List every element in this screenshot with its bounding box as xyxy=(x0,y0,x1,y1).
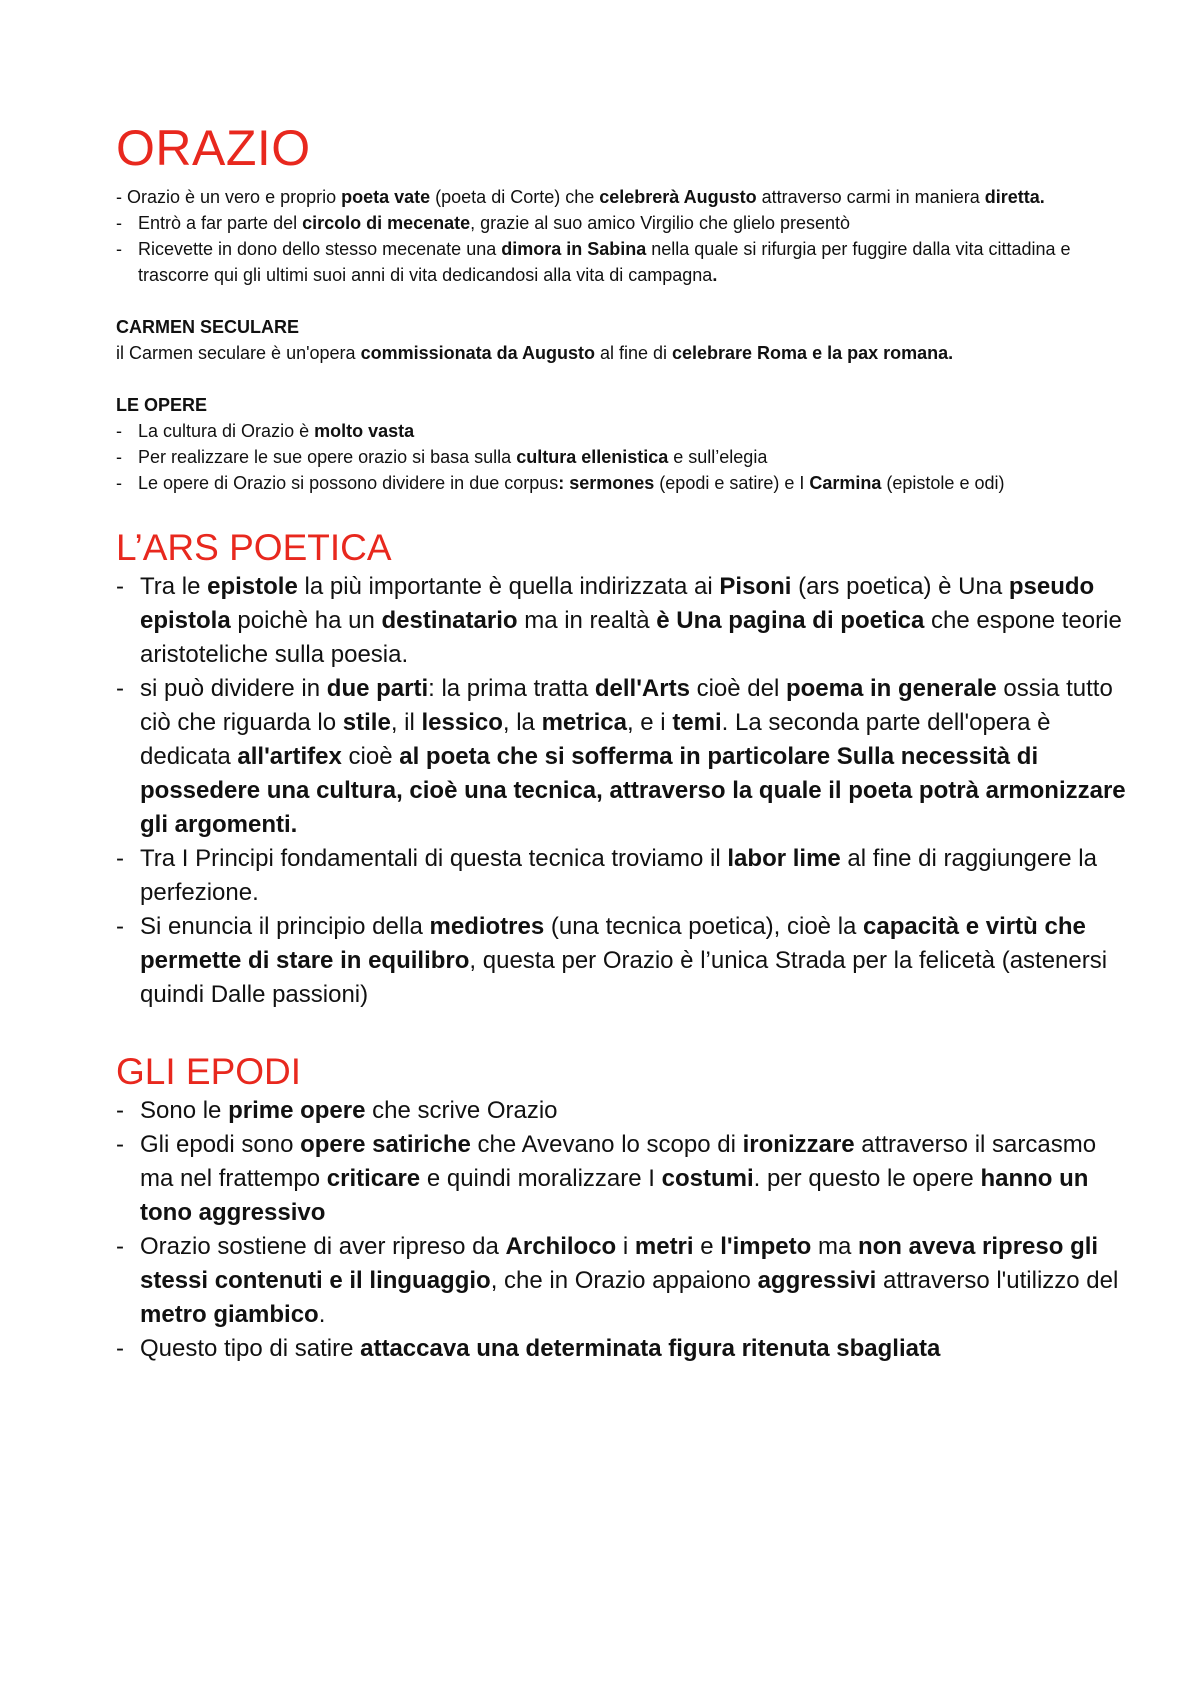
bold-text: dimora in Sabina xyxy=(501,239,647,259)
text-run: : la prima tratta xyxy=(428,675,595,702)
bold-text: aggressivi xyxy=(757,1267,877,1294)
bold-text: circolo di mecenate xyxy=(302,213,471,233)
text-run: La cultura di Orazio è xyxy=(138,421,315,441)
bold-text: metro giambico xyxy=(140,1301,319,1328)
bold-text: due parti xyxy=(326,675,429,702)
text-run: ma xyxy=(811,1233,858,1260)
bold-text: al poeta che si sofferma in particolare Sulla necessità di possedere una cultura, cioè una tecnica, attraverso la quale il poeta potrà armonizzare gli argomenti. xyxy=(140,743,1126,838)
bold-text: all'artifex xyxy=(237,743,342,770)
text-run: Tra I Principi fondamentali di questa tecnica troviamo il xyxy=(140,845,728,872)
text-run: il Carmen seculare è un'opera xyxy=(116,343,361,363)
bold-text: attaccava una determinata figura ritenuta sbagliata xyxy=(360,1335,941,1362)
list-item xyxy=(116,672,1126,842)
bold-text: dell'Arts xyxy=(594,675,690,702)
bold-text: commissionata da Augusto xyxy=(360,343,595,363)
text-run: al fine di raggiungere la perfezione. xyxy=(140,845,1097,906)
bold-text: cultura ellenistica xyxy=(516,447,669,467)
bold-text: celebrare Roma e la pax romana. xyxy=(672,343,954,363)
text-run: , questa per Orazio è l’unica Strada per la felicetà (astenersi quindi Dalle passioni) xyxy=(140,947,1108,1008)
text-run: . xyxy=(318,1301,326,1328)
text-run: . La seconda parte dell'opera è dedicata xyxy=(140,709,1051,770)
text-run: Si enuncia il principio della xyxy=(140,913,430,940)
bold-text: . xyxy=(712,265,718,285)
ars-list xyxy=(116,570,1126,1012)
bold-text: lessico xyxy=(421,709,503,736)
bold-text: è Una pagina di poetica xyxy=(656,607,925,634)
list-item xyxy=(116,236,1126,288)
spacer xyxy=(116,288,1126,314)
bold-text: ironizzare xyxy=(742,1131,855,1158)
text-run: cioè del xyxy=(689,675,786,702)
text-run: ma in realtà xyxy=(517,607,657,634)
ars-heading: L’ARS POETICA xyxy=(116,527,392,568)
text-run: Ricevette in dono dello stesso mecenate una xyxy=(138,239,502,259)
bold-text: molto vasta xyxy=(314,421,415,441)
bold-text: prime opere xyxy=(228,1097,366,1124)
list-item xyxy=(116,1094,1126,1128)
bold-text: poeta vate xyxy=(341,187,431,207)
bold-text: mediotres xyxy=(429,913,545,940)
bold-text: labor lime xyxy=(727,845,841,872)
list-item xyxy=(116,910,1126,1012)
carmen-heading: CARMEN SECULARE xyxy=(116,317,300,337)
spacer xyxy=(116,1012,1126,1050)
text-run: , la xyxy=(502,709,542,736)
text-run: (epistole e odi) xyxy=(881,473,1005,493)
spacer xyxy=(116,496,1126,526)
text-run: , il xyxy=(390,709,422,736)
text-run: (ars poetica) è Una xyxy=(791,573,1009,600)
bold-text: epistole xyxy=(207,573,298,600)
text-run: attraverso l'utilizzo del xyxy=(876,1267,1119,1294)
text-run: la più importante è quella indirizzata ai xyxy=(297,573,720,600)
text-run: (epodi e satire) e I xyxy=(654,473,810,493)
list-item xyxy=(116,1230,1126,1332)
text-run: Entrò a far parte del xyxy=(138,213,303,233)
bold-text: opere satiriche xyxy=(300,1131,471,1158)
list-item xyxy=(116,210,1126,236)
intro-paragraph xyxy=(116,184,1126,210)
text-run: Le opere di Orazio si possono dividere in due corpus xyxy=(138,473,559,493)
carmen-paragraph xyxy=(116,340,1126,366)
opere-heading: LE OPERE xyxy=(116,395,208,415)
text-run: - Orazio è un vero e proprio xyxy=(116,187,342,207)
bold-text: costumi xyxy=(661,1165,754,1192)
text-run: nella quale si rifurgia per fuggire dalla vita cittadina e trascorre qui gli ultimi suoi anni di vita dedicandosi alla vita di campagna xyxy=(138,239,1071,285)
document-page xyxy=(116,118,1126,1366)
bold-text: l'impeto xyxy=(720,1233,812,1260)
text-run: i xyxy=(616,1233,635,1260)
bold-text: Carmina xyxy=(809,473,882,493)
text-run: e quindi moralizzare I xyxy=(420,1165,662,1192)
text-run: al fine di xyxy=(594,343,672,363)
text-run: si può dividere in xyxy=(140,675,327,702)
bold-text: metrica xyxy=(541,709,627,736)
bold-text: metri xyxy=(634,1233,694,1260)
bold-text: Archiloco xyxy=(505,1233,617,1260)
text-run: attraverso carmi in maniera xyxy=(756,187,985,207)
text-run: cioè xyxy=(341,743,400,770)
list-item xyxy=(116,470,1126,496)
bold-text: criticare xyxy=(326,1165,421,1192)
bold-text: temi xyxy=(672,709,722,736)
bold-text: pseudo epistola xyxy=(140,573,1095,634)
text-run: . per questo le opere xyxy=(753,1165,981,1192)
text-run: (una tecnica poetica), cioè la xyxy=(544,913,864,940)
bold-text: non aveva ripreso gli stessi contenuti e il linguaggio xyxy=(140,1233,1099,1294)
text-run: Per realizzare le sue opere orazio si basa sulla xyxy=(138,447,517,467)
text-run: Gli epodi sono xyxy=(140,1131,301,1158)
text-run: Tra le xyxy=(140,573,208,600)
bold-text: destinatario xyxy=(381,607,518,634)
text-run: che scrive Orazio xyxy=(365,1097,558,1124)
text-run: che Avevano lo scopo di xyxy=(470,1131,743,1158)
bold-text: diretta. xyxy=(984,187,1045,207)
intro-list xyxy=(116,210,1126,288)
bold-text: stile xyxy=(342,709,391,736)
epodi-heading: GLI EPODI xyxy=(116,1051,302,1092)
bold-text: poema in generale xyxy=(785,675,997,702)
text-run: , e i xyxy=(626,709,673,736)
text-run: Questo tipo di satire xyxy=(140,1335,361,1362)
text-run: Sono le xyxy=(140,1097,229,1124)
text-run: ossia tutto ciò che riguarda lo xyxy=(140,675,1113,736)
text-run: poichè ha un xyxy=(230,607,382,634)
list-item xyxy=(116,842,1126,910)
bold-text: Pisoni xyxy=(719,573,792,600)
text-run: (poeta di Corte) che xyxy=(430,187,600,207)
bold-text: capacità e virtù che permette di stare in equilibro xyxy=(140,913,1086,974)
list-item xyxy=(116,1332,1126,1366)
list-item xyxy=(116,444,1126,470)
text-run: attraverso il sarcasmo ma nel frattempo xyxy=(140,1131,1097,1192)
list-item xyxy=(116,1128,1126,1230)
spacer xyxy=(116,366,1126,392)
bold-text: hanno un tono aggressivo xyxy=(140,1165,1089,1226)
page-title: ORAZIO xyxy=(116,120,311,176)
text-run: che espone teorie aristoteliche sulla poesia. xyxy=(140,607,1122,668)
list-item xyxy=(116,418,1126,444)
text-run: e xyxy=(693,1233,721,1260)
text-run: , grazie al suo amico Virgilio che glielo presentò xyxy=(470,213,851,233)
bold-text: : sermones xyxy=(558,473,655,493)
text-run: e sull’elegia xyxy=(668,447,768,467)
text-run: , che in Orazio appaiono xyxy=(490,1267,758,1294)
list-item xyxy=(116,570,1126,672)
bold-text: celebrerà Augusto xyxy=(599,187,757,207)
text-run: Orazio sostiene di aver ripreso da xyxy=(140,1233,506,1260)
opere-list xyxy=(116,418,1126,496)
epodi-list xyxy=(116,1094,1126,1366)
